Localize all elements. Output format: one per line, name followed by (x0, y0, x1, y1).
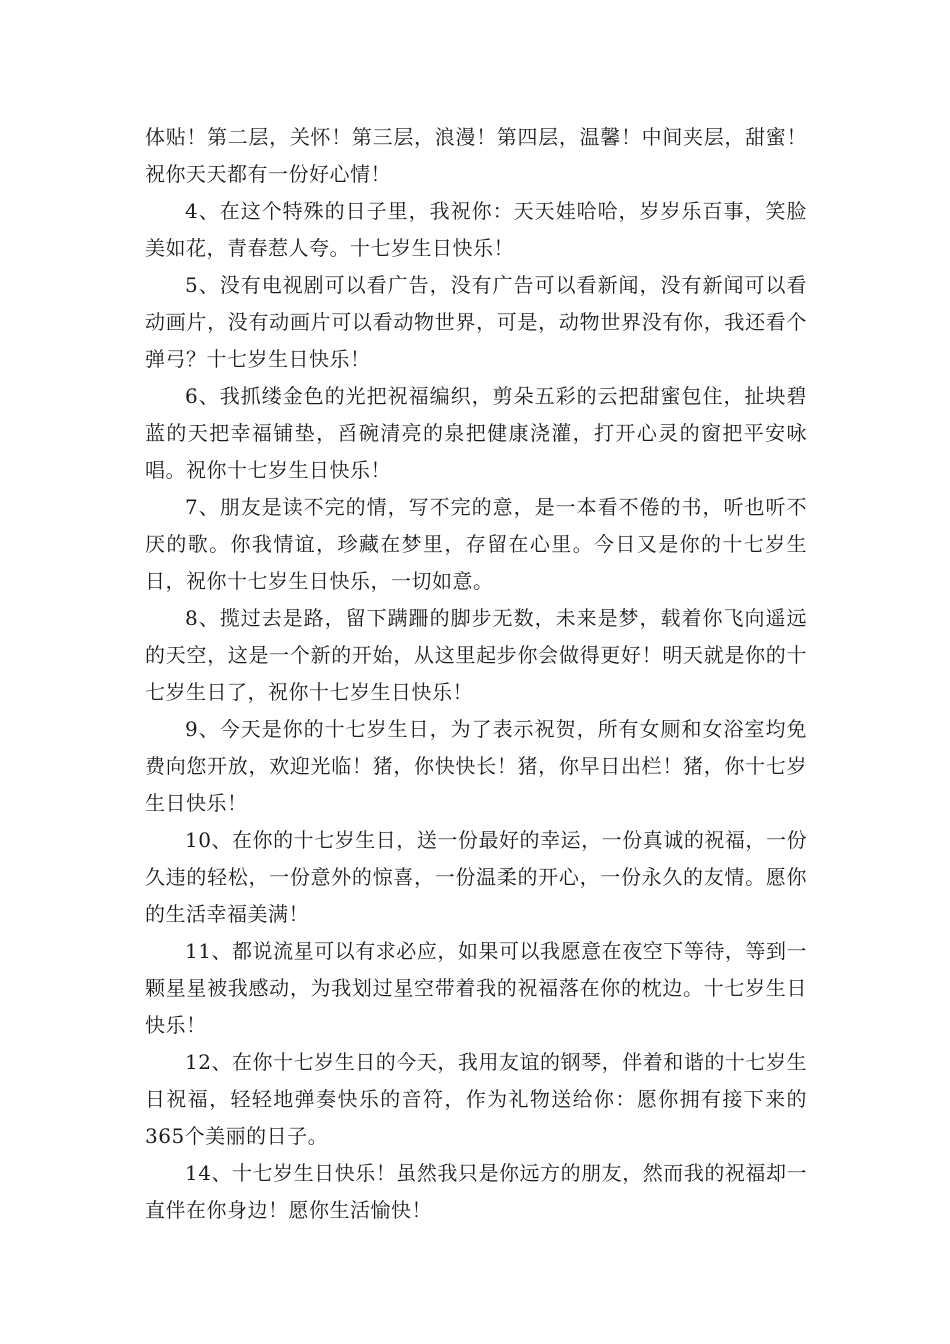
paragraph-wish-4: 4、在这个特殊的日子里，我祝你：天天娃哈哈，岁岁乐百事，笑脸美如花，青春惹人夸。十七岁生日快乐！ (145, 199, 807, 260)
paragraph-continuation: 体贴！第二层，关怀！第三层，浪漫！第四层，温馨！中间夹层，甜蜜！祝你天天都有一份好心情！ (145, 125, 807, 186)
paragraph-wish-7: 7、朋友是读不完的情，写不完的意，是一本看不倦的书，听也听不厌的歌。你我情谊，珍藏在梦里，存留在心里。今日又是你的十七岁生日，祝你十七岁生日快乐，一切如意。 (145, 495, 807, 593)
paragraph-wish-6: 6、我抓缕金色的光把祝福编织，剪朵五彩的云把甜蜜包住，扯块碧蓝的天把幸福铺垫，舀碗清亮的泉把健康浇灌，打开心灵的窗把平安咏唱。祝你十七岁生日快乐！ (145, 384, 807, 482)
paragraph-wish-11: 11、都说流星可以有求必应，如果可以我愿意在夜空下等待，等到一颗星星被我感动，为我划过星空带着我的祝福落在你的枕边。十七岁生日快乐！ (145, 939, 807, 1037)
paragraph-wish-5: 5、没有电视剧可以看广告，没有广告可以看新闻，没有新闻可以看动画片，没有动画片可以看动物世界，可是，动物世界没有你，我还看个弹弓？十七岁生日快乐！ (145, 273, 807, 371)
document-body (145, 119, 807, 1229)
paragraph-wish-9: 9、今天是你的十七岁生日，为了表示祝贺，所有女厕和女浴室均免费向您开放，欢迎光临！猪，你快快长！猪，你早日出栏！猪，你十七岁生日快乐！ (145, 717, 807, 815)
paragraph-wish-8: 8、揽过去是路，留下蹒跚的脚步无数，未来是梦，载着你飞向遥远的天空，这是一个新的开始，从这里起步你会做得更好！明天就是你的十七岁生日了，祝你十七岁生日快乐！ (145, 606, 807, 704)
paragraph-wish-14: 14、十七岁生日快乐！虽然我只是你远方的朋友，然而我的祝福却一直伴在你身边！愿你生活愉快！ (145, 1161, 807, 1222)
paragraph-wish-10: 10、在你的十七岁生日，送一份最好的幸运，一份真诚的祝福，一份久违的轻松，一份意外的惊喜，一份温柔的开心，一份永久的友情。愿你的生活幸福美满！ (145, 828, 807, 926)
paragraph-wish-12: 12、在你十七岁生日的今天，我用友谊的钢琴，伴着和谐的十七岁生日祝福，轻轻地弹奏快乐的音符，作为礼物送给你：愿你拥有接下来的365个美丽的日子。 (145, 1050, 807, 1148)
